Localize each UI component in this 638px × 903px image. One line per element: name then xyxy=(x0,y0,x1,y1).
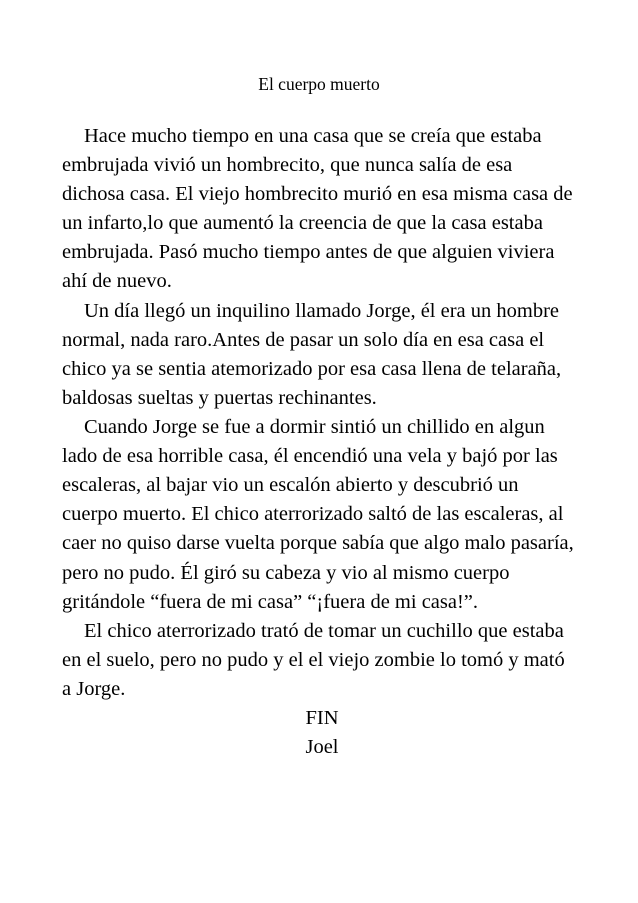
paragraph: El chico aterrorizado trató de tomar un cuchillo que estaba en el suelo, pero no pudo y el el viejo zombie lo tomó y mató a Jorge. xyxy=(62,619,565,700)
paragraph: Cuando Jorge se fue a dormir sintió un chillido en algun lado de esa horrible casa, él encendió una vela y bajó por las escaleras, al bajar vio un escalón abierto y descubrió un cuerpo muerto. El chico aterrorizado saltó de las escaleras, al caer no quiso darse vuelta porque sabía que algo malo pasaría, pero no pudo. Él giró su cabeza y vio al mismo cuerpo gritándole “fuera de mi casa” “¡fuera de mi casa!”. xyxy=(62,415,574,613)
document-body xyxy=(62,122,576,762)
paragraph: Un día llegó un inquilino llamado Jorge, él era un hombre normal, nada raro.Antes de pasar un solo día en esa casa el chico ya se sentia atemorizado por esa casa llena de telaraña, baldosas sueltas y puertas rechinantes. xyxy=(62,299,562,409)
ending-label: FIN xyxy=(305,707,339,730)
document-closing xyxy=(62,704,576,762)
author-name: Joel xyxy=(305,736,339,759)
document-title: El cuerpo muerto xyxy=(258,74,380,94)
paragraph: Hace mucho tiempo en una casa que se creía que estaba embrujada vivió un hombrecito, que nunca salía de esa dichosa casa. El viejo hombrecito murió en esa misma casa de un infarto,lo que aumentó la creencia de que la casa estaba embrujada. Pasó mucho tiempo antes de que alguien viviera ahí de nuevo. xyxy=(62,124,573,293)
